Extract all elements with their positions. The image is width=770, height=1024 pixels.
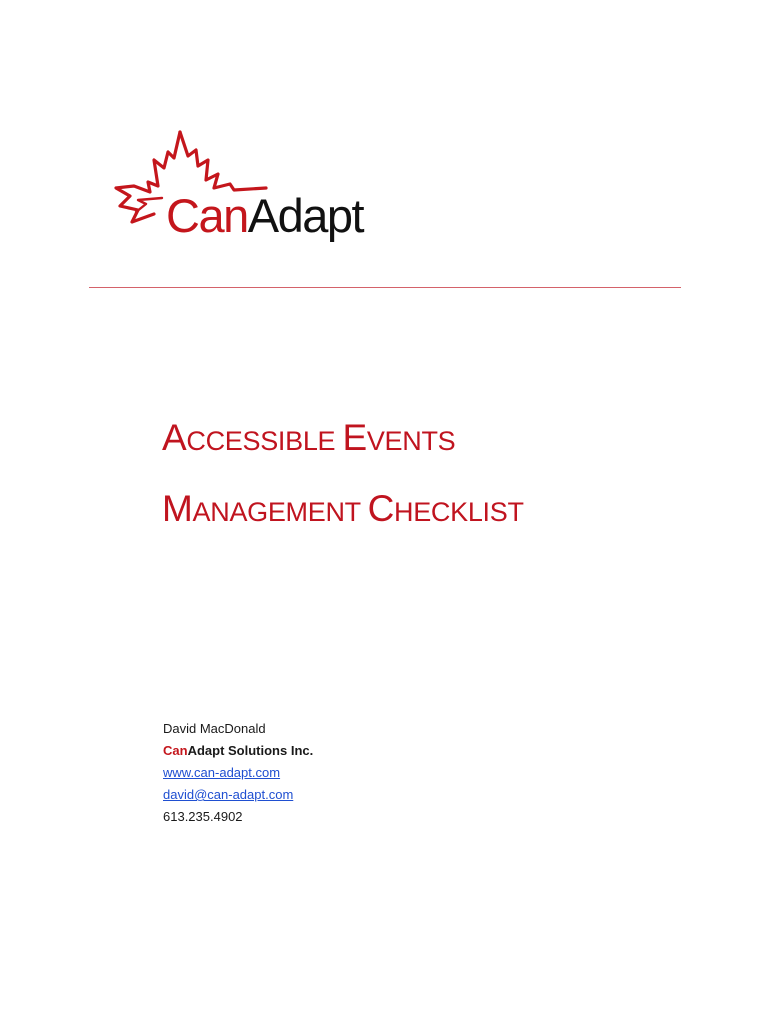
title-line-1: ACCESSIBLE EVENTS xyxy=(162,417,456,458)
author-name: David MacDonald xyxy=(163,721,266,736)
logo-word-adapt: Adapt xyxy=(247,189,364,242)
logo-word-can: Can xyxy=(166,189,248,242)
company-name xyxy=(163,740,313,762)
website-link[interactable]: www.can-adapt.com xyxy=(163,765,281,780)
contact-block xyxy=(163,718,313,828)
logo-wordmark xyxy=(166,189,364,242)
canadapt-logo xyxy=(108,130,398,260)
title-line-2: MANAGEMENT CHECKLIST xyxy=(162,488,524,529)
email-link[interactable]: david@can-adapt.com xyxy=(163,787,294,802)
document-title xyxy=(162,404,524,546)
header-divider xyxy=(89,287,681,288)
company-name-rest: Adapt Solutions Inc. xyxy=(187,743,314,758)
phone-number: 613.235.4902 xyxy=(163,809,243,824)
company-name-can: Can xyxy=(163,743,188,758)
